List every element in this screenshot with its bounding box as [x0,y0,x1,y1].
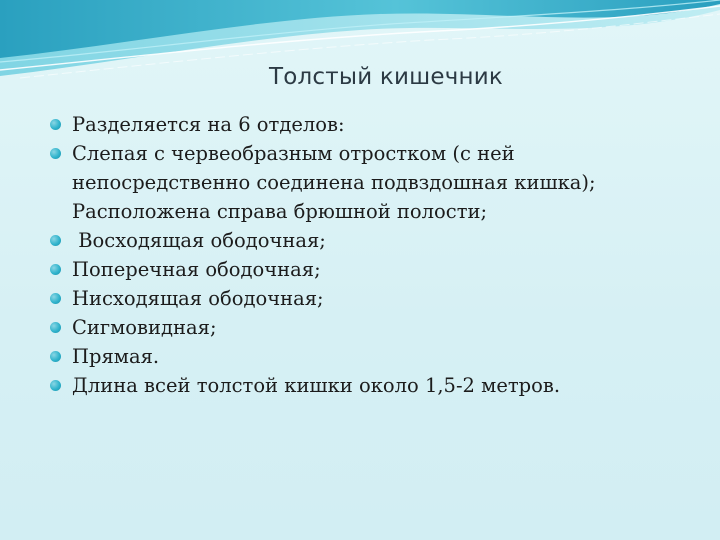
bullet-text: Нисходящая ободочная; [72,287,324,310]
bullet-dot-icon [50,235,61,246]
bullet-dot-icon [50,380,61,391]
bullet-dot-icon [50,293,61,304]
bullet-item [50,110,690,139]
bullet-text: Сигмовидная; [72,316,217,339]
bullet-item [50,284,690,313]
bullet-item [50,226,690,255]
bullet-item [50,371,690,400]
bullet-text: Слепая с червеобразным отростком (с ней [72,142,515,165]
bullet-text: Поперечная ободочная; [72,258,321,281]
bullet-text: непосредственно соединена подвздошная кишка); [72,171,596,194]
bullet-dot-icon [50,351,61,362]
bullet-text: Прямая. [72,345,160,368]
bullet-list [50,110,690,400]
bullet-item [50,255,690,284]
bullet-text: Разделяется на 6 отделов: [72,113,345,136]
bullet-item [50,342,690,371]
bullet-item [50,313,690,342]
bullet-text: Расположена справа брюшной полости; [72,200,488,223]
bullet-dot-icon [50,148,61,159]
bullet-dot-icon [50,264,61,275]
bullet-text: Восходящая ободочная; [72,229,326,252]
bullet-text: Длина всей толстой кишки около 1,5-2 метров. [72,374,561,397]
bullet-dot-icon [50,322,61,333]
slide-title: Толстый кишечник [269,64,503,90]
bullet-dot-icon [50,119,61,130]
bullet-item [50,139,690,226]
